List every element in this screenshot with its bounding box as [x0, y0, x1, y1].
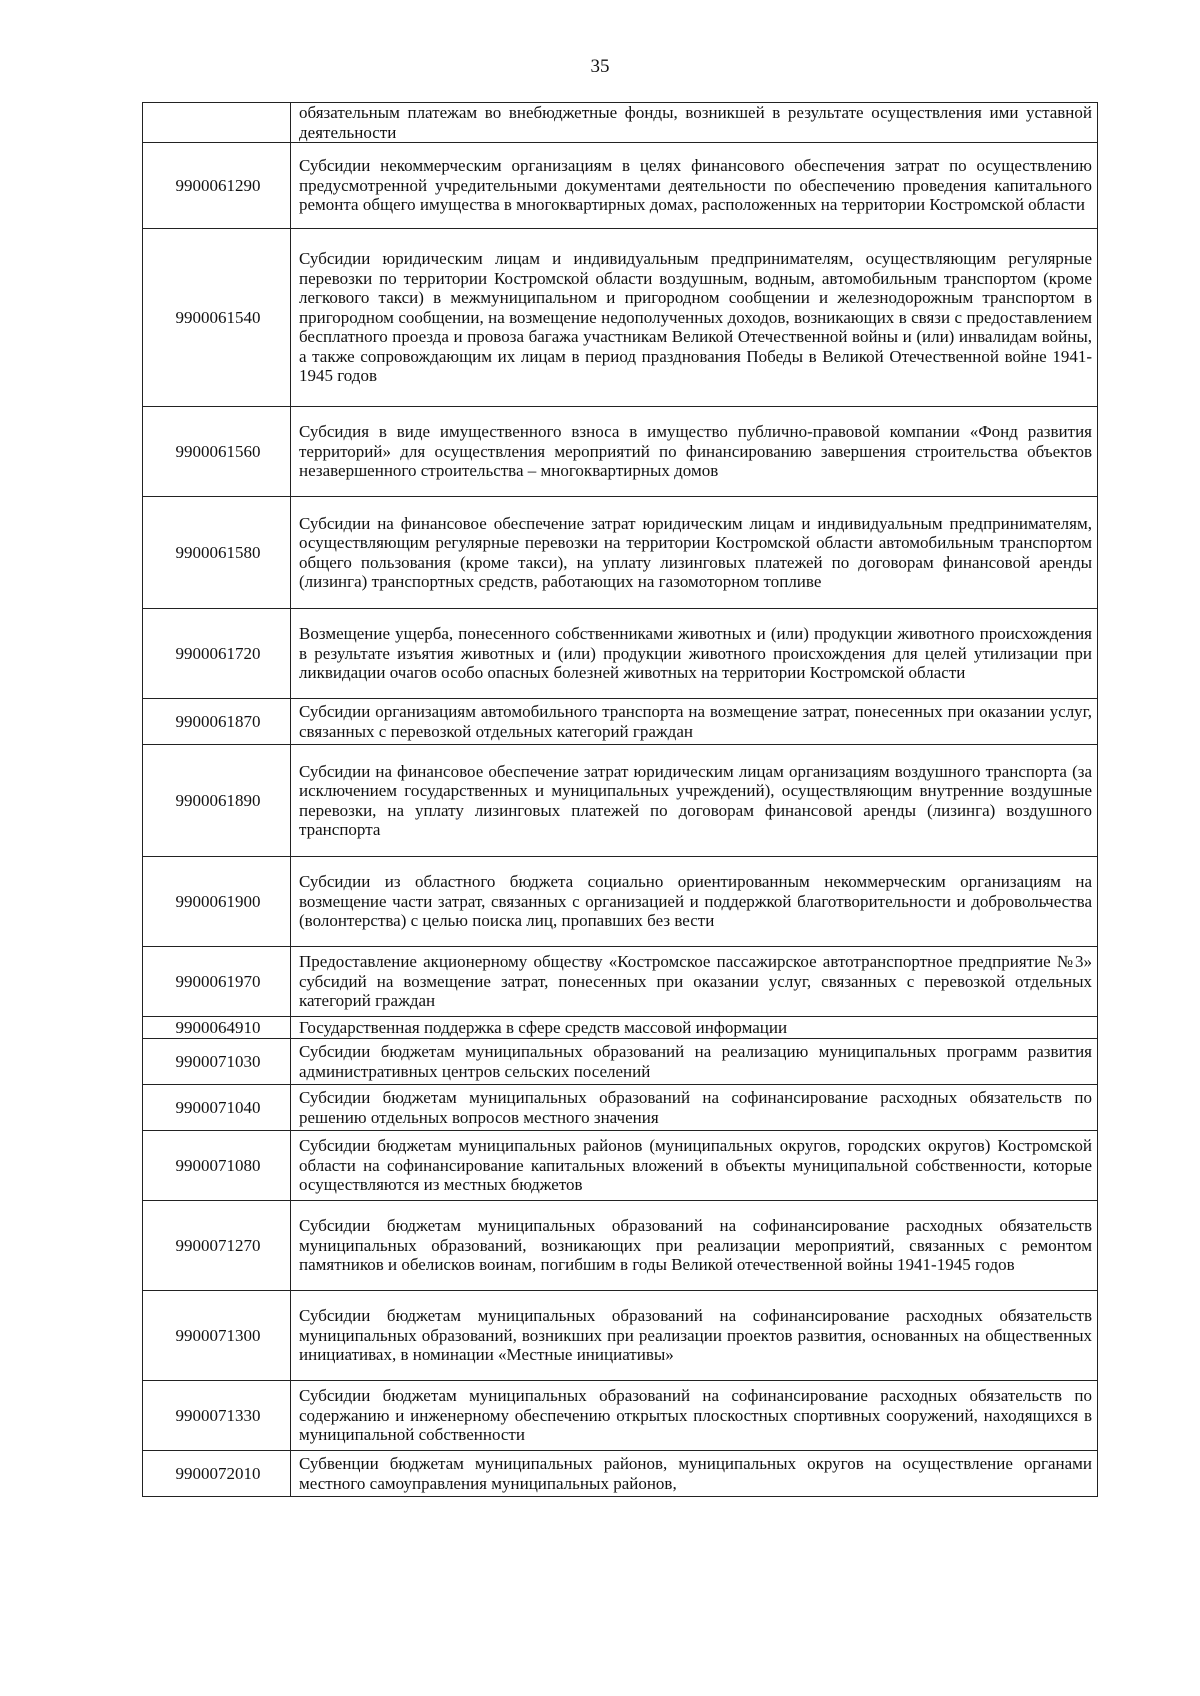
- table-row: [143, 1201, 1098, 1291]
- table-row: [143, 947, 1098, 1017]
- code-cell: 9900061870: [143, 699, 291, 745]
- code-cell: 9900071080: [143, 1131, 291, 1201]
- code-cell: 9900061970: [143, 947, 291, 1017]
- description-cell: Государственная поддержка в сфере средств массовой информации: [291, 1017, 1098, 1039]
- budget-code-table: [142, 102, 1098, 1497]
- description-cell: Субсидии бюджетам муниципальных образований на софинансирование расходных обязательств муниципальных образований, возникших при реализации проектов развития, основанных на общественных инициативах, в номинации «Местные инициативы»: [291, 1291, 1098, 1381]
- description-cell: Субсидии бюджетам муниципальных образований на софинансирование расходных обязательств по решению отдельных вопросов местного значения: [291, 1085, 1098, 1131]
- table-row: [143, 103, 1098, 143]
- table-row: [143, 857, 1098, 947]
- table-row: [143, 497, 1098, 609]
- description-cell: Субсидии бюджетам муниципальных районов (муниципальных округов, городских округов) Костромской области на софинансирование капитальных вложений в объекты муниципальной собственности, которые осуществляются из местных бюджетов: [291, 1131, 1098, 1201]
- budget-code-table-body: [143, 103, 1098, 1497]
- description-cell: Субсидии бюджетам муниципальных образований на реализацию муниципальных программ развития административных центров сельских поселений: [291, 1039, 1098, 1085]
- code-cell: 9900061580: [143, 497, 291, 609]
- code-cell: 9900061900: [143, 857, 291, 947]
- description-cell: Субвенции бюджетам муниципальных районов, муниципальных округов на осуществление органами местного самоуправления муниципальных районов,: [291, 1451, 1098, 1497]
- code-cell: 9900064910: [143, 1017, 291, 1039]
- code-cell: 9900071300: [143, 1291, 291, 1381]
- code-cell: 9900071030: [143, 1039, 291, 1085]
- code-cell: 9900071270: [143, 1201, 291, 1291]
- table-row: [143, 1039, 1098, 1085]
- code-cell: 9900072010: [143, 1451, 291, 1497]
- description-cell: Субсидии организациям автомобильного транспорта на возмещение затрат, понесенных при оказании услуг, связанных с перевозкой отдельных категорий граждан: [291, 699, 1098, 745]
- code-cell: [143, 103, 291, 143]
- code-cell: 9900071330: [143, 1381, 291, 1451]
- table-row: [143, 229, 1098, 407]
- table-row: [143, 1017, 1098, 1039]
- table-row: [143, 1381, 1098, 1451]
- table-row: [143, 1131, 1098, 1201]
- description-cell: Субсидии юридическим лицам и индивидуальным предпринимателям, осуществляющим регулярные перевозки по территории Костромской области воздушным, водным, автомобильным транспортом (кроме легкового такси) в межмуниципальном и пригородном сообщении и железнодорожным транспортом в пригородном сообщении, на возмещение недополученных доходов, возникающих в связи с предоставлением бесплатного проезда и провоза багажа участникам Великой Отечественной войны и (или) инвалидам войны, а также сопровождающим их лицам в период празднования Победы в Великой Отечественной войне 1941-1945 годов: [291, 229, 1098, 407]
- description-cell: Субсидии бюджетам муниципальных образований на софинансирование расходных обязательств по содержанию и инженерному обеспечению открытых плоскостных спортивных сооружений, находящихся в муниципальной собственности: [291, 1381, 1098, 1451]
- code-cell: 9900071040: [143, 1085, 291, 1131]
- description-cell: Субсидии на финансовое обеспечение затрат юридическим лицам организациям воздушного транспорта (за исключением государственных и муниципальных учреждений), осуществляющим внутренние воздушные перевозки, на уплату лизинговых платежей по договорам финансовой аренды (лизинга) воздушного транспорта: [291, 745, 1098, 857]
- table-row: [143, 699, 1098, 745]
- table-row: [143, 407, 1098, 497]
- table-row: [143, 143, 1098, 229]
- description-cell: Субсидии на финансовое обеспечение затрат юридическим лицам и индивидуальным предпринимателям, осуществляющим регулярные перевозки на территории Костромской области автомобильным транспортом общего пользования (кроме такси), на уплату лизинговых платежей по договорам финансовой аренды (лизинга) транспортных средств, работающих на газомоторном топливе: [291, 497, 1098, 609]
- table-row: [143, 609, 1098, 699]
- table-row: [143, 745, 1098, 857]
- description-cell: Возмещение ущерба, понесенного собственниками животных и (или) продукции животного происхождения в результате изъятия животных и (или) продукции животного происхождения для целей утилизации при ликвидации очагов особо опасных болезней животных на территории Костромской области: [291, 609, 1098, 699]
- table-row: [143, 1085, 1098, 1131]
- page-number: 35: [590, 56, 610, 77]
- description-cell: Субсидии некоммерческим организациям в целях финансового обеспечения затрат по осуществлению предусмотренной учредительными документами деятельности по обеспечению проведения капитального ремонта общего имущества в многоквартирных домах, расположенных на территории Костромской области: [291, 143, 1098, 229]
- description-cell: обязательным платежам во внебюджетные фонды, возникшей в результате осуществления ими уставной деятельности: [291, 103, 1098, 143]
- code-cell: 9900061290: [143, 143, 291, 229]
- table-row: [143, 1291, 1098, 1381]
- code-cell: 9900061540: [143, 229, 291, 407]
- code-cell: 9900061560: [143, 407, 291, 497]
- code-cell: 9900061720: [143, 609, 291, 699]
- description-cell: Субсидии бюджетам муниципальных образований на софинансирование расходных обязательств муниципальных образований, возникающих при реализации мероприятий, связанных с ремонтом памятников и обелисков воинам, погибшим в годы Великой отечественной войны 1941-1945 годов: [291, 1201, 1098, 1291]
- description-cell: Субсидия в виде имущественного взноса в имущество публично-правовой компании «Фонд развития территорий» для осуществления мероприятий по финансированию завершения строительства объектов незавершенного строительства – многоквартирных домов: [291, 407, 1098, 497]
- description-cell: Субсидии из областного бюджета социально ориентированным некоммерческим организациям на возмещение части затрат, связанных с организацией и поддержкой благотворительности и добровольчества (волонтерства) с целью поиска лиц, пропавших без вести: [291, 857, 1098, 947]
- table-row: [143, 1451, 1098, 1497]
- code-cell: 9900061890: [143, 745, 291, 857]
- description-cell: Предоставление акционерному обществу «Костромское пассажирское автотранспортное предприятие №3» субсидий на возмещение затрат, понесенных при оказании услуг, связанных с перевозкой отдельных категорий граждан: [291, 947, 1098, 1017]
